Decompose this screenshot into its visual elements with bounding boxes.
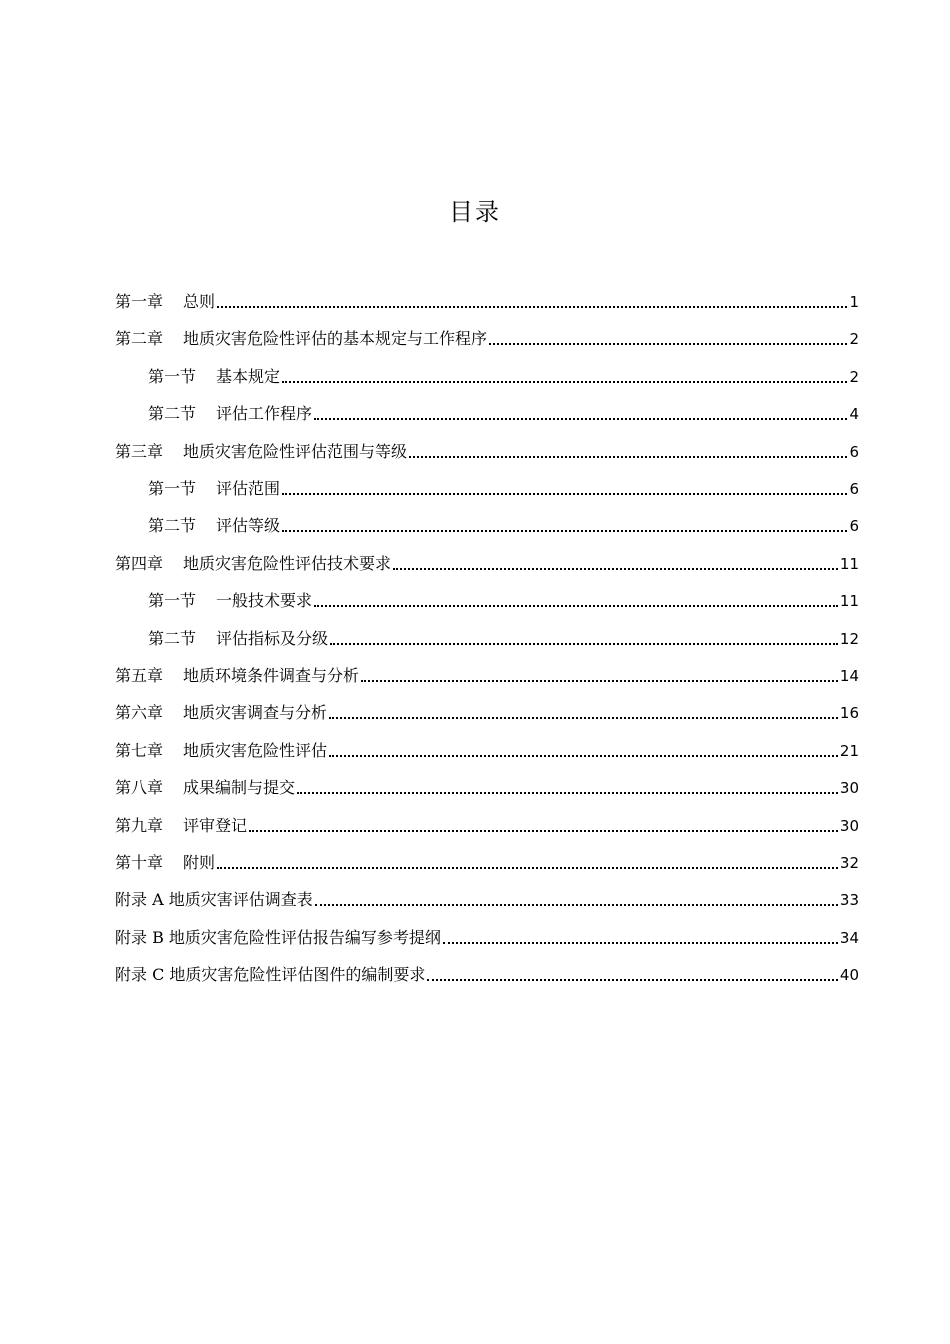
toc-entry-text: 评审登记 [183,816,248,835]
toc-page-number: 2 [849,330,859,348]
toc-page-number: 34 [839,929,859,947]
toc-entry-label [115,927,441,949]
toc-entry-text: 一般技术要求 [216,591,313,610]
toc-entry-number: 第五章 [115,666,164,685]
toc-entry[interactable] [115,732,859,762]
toc-entry[interactable] [148,582,859,612]
toc-dot-leader [330,642,838,645]
toc-entry-number: 第一节 [148,479,197,498]
toc-entry-number: 第一章 [115,292,164,311]
toc-entry[interactable] [148,395,859,425]
toc-entry-number: 第一节 [148,367,197,386]
toc-page-number: 33 [839,891,859,909]
toc-dot-leader [443,941,838,944]
toc-entry-text: 总则 [183,292,216,311]
toc-entry-label [148,403,312,425]
toc-entry-label [148,628,328,650]
toc-dot-leader [427,978,837,981]
toc-entry-number: 第四章 [115,554,164,573]
toc-entry[interactable] [115,320,859,350]
toc-entry-text: 地质灾害调查与分析 [183,703,328,722]
toc-entry-label [115,553,391,575]
toc-page-number: 6 [849,443,859,461]
toc-entry-label [115,740,327,762]
toc-dot-leader [314,417,847,420]
toc-entry-text: 附则 [183,853,216,872]
toc-dot-leader [361,679,838,682]
toc-entry[interactable] [148,470,859,500]
toc-entry-number: 第六章 [115,703,164,722]
toc-entry-number: 第二章 [115,329,164,348]
toc-entry-label [115,291,215,313]
toc-title: 目录 [449,198,501,226]
toc-dot-leader [314,604,838,607]
toc-page-number: 2 [849,368,859,386]
toc-dot-leader [393,567,838,570]
toc-entry[interactable] [115,657,859,687]
toc-dot-leader [282,380,847,383]
toc-entry-label [115,815,247,837]
toc-entry[interactable] [148,620,859,650]
toc-entry-label [148,515,280,537]
toc-page-number: 1 [849,293,859,311]
toc-entry[interactable] [115,694,859,724]
toc-entry-text: 评估指标及分级 [216,629,329,648]
toc-page-number: 12 [839,630,859,648]
toc-entry-label [115,852,215,874]
toc-dot-leader [297,791,838,794]
toc-entry-label [115,777,295,799]
toc-entry-label [115,665,359,687]
toc-entry-label [148,478,280,500]
toc-entry-text: 附录 A 地质灾害评估调查表 [115,890,313,909]
toc-entry-label [148,366,280,388]
toc-entry-number: 第二节 [148,629,197,648]
toc-dot-leader [329,716,838,719]
toc-entry-text: 成果编制与提交 [183,778,296,797]
toc-entry-text: 附录 B 地质灾害危险性评估报告编写参考提纲 [115,928,441,947]
toc-page-number: 16 [839,704,859,722]
toc-entry-label [148,590,312,612]
toc-entry[interactable] [115,881,859,911]
toc-entry-number: 第三章 [115,442,164,461]
toc-dot-leader [249,829,838,832]
toc-entry[interactable] [115,807,859,837]
toc-entry-label [115,964,425,986]
toc-page-number: 30 [839,779,859,797]
toc-page-number: 4 [849,405,859,423]
toc-entry-text: 地质灾害危险性评估范围与等级 [183,442,408,461]
toc-dot-leader [217,305,847,308]
toc-entry-number: 第八章 [115,778,164,797]
toc-page-number: 11 [839,592,859,610]
toc-entry[interactable] [115,433,859,463]
toc-page-number: 11 [839,555,859,573]
toc-entry-text: 地质灾害危险性评估 [183,741,328,760]
toc-page-number: 32 [839,854,859,872]
toc-entry-text: 地质灾害危险性评估技术要求 [183,554,392,573]
toc-entry-text: 基本规定 [216,367,281,386]
toc-dot-leader [409,455,847,458]
toc-page-number: 40 [839,966,859,984]
toc-entry[interactable] [115,769,859,799]
toc-entry-number: 第十章 [115,853,164,872]
toc-entry-number: 第九章 [115,816,164,835]
toc-entry[interactable] [115,844,859,874]
toc-entry-text: 附录 C 地质灾害危险性评估图件的编制要求 [115,965,426,984]
toc-entry[interactable] [115,283,859,313]
toc-entry-number: 第七章 [115,741,164,760]
toc-entry-text: 评估等级 [216,516,281,535]
toc-dot-leader [489,342,847,345]
toc-dot-leader [329,754,838,757]
toc-page-number: 21 [839,742,859,760]
toc-entry-label [115,889,313,911]
toc-entry-text: 地质环境条件调查与分析 [183,666,360,685]
toc-dot-leader [282,492,847,495]
toc-entry-number: 第二节 [148,404,197,423]
toc-page-number: 6 [849,480,859,498]
toc-entry[interactable] [115,919,859,949]
toc-entry-number: 第一节 [148,591,197,610]
toc-entry-text: 地质灾害危险性评估的基本规定与工作程序 [183,329,488,348]
toc-dot-leader [282,529,847,532]
toc-entry-label [115,441,407,463]
toc-entry[interactable] [115,545,859,575]
toc-entry[interactable] [148,507,859,537]
toc-page-number: 14 [839,667,859,685]
toc-page-number: 30 [839,817,859,835]
toc-entry[interactable] [115,956,859,986]
toc-entry[interactable] [148,358,859,388]
toc-entry-text: 评估工作程序 [216,404,313,423]
toc-dot-leader [315,903,838,906]
toc-dot-leader [217,866,838,869]
toc-page-number: 6 [849,517,859,535]
toc-entry-label [115,328,487,350]
toc-entry-number: 第二节 [148,516,197,535]
toc-entry-text: 评估范围 [216,479,281,498]
toc-entry-label [115,702,327,724]
